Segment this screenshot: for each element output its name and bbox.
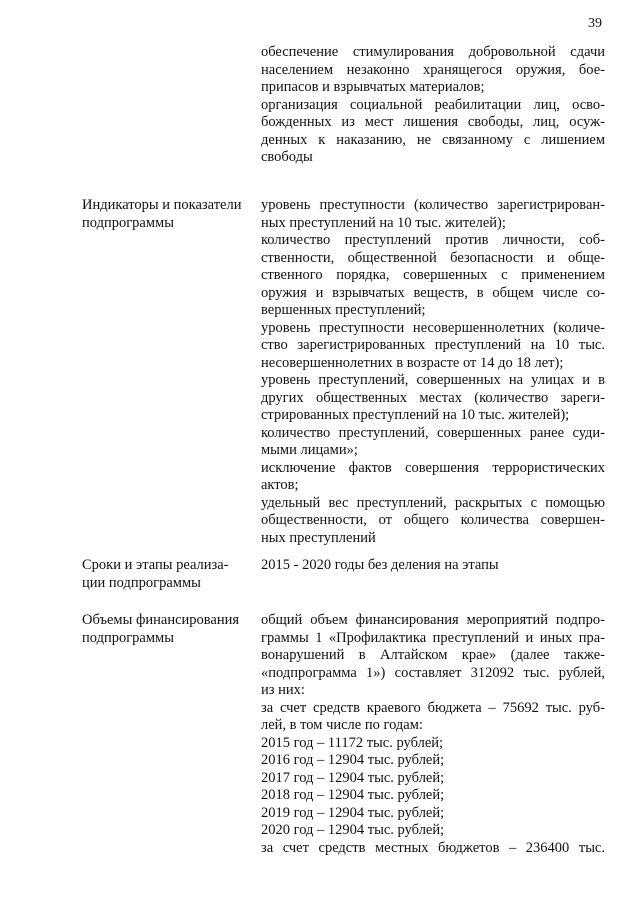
- text-line: припасов и взрывчатых материалов;: [261, 79, 485, 95]
- text-line: за счет средств местных бюджетов – 236400 тыс.: [261, 839, 605, 856]
- text-line: уровень преступлений, совершенных на улицах и в: [261, 372, 605, 388]
- continuation-text: [261, 44, 605, 167]
- text-line: лей, в том числе по годам:: [261, 717, 423, 733]
- text-line: ство зарегистрированных преступлений на 10 тыс.: [261, 337, 605, 353]
- text-line: оружия и взрывчатых веществ, в общем числе со-: [261, 284, 605, 301]
- text-line: ственного порядка, совершенных с применением: [261, 267, 605, 283]
- text-line: обеспечение стимулирования добровольной сдачи: [261, 44, 605, 60]
- text-line: ственности, общественной безопасности и обще-: [261, 249, 605, 266]
- text-line: населением незаконно хранящегося оружия, бое-: [261, 61, 605, 78]
- text-line: количество преступлений против личности, соб-: [261, 232, 605, 248]
- text-line: 2015 год – 11172 тыс. рублей;: [261, 734, 444, 751]
- text-line: 2019 год – 12904 тыс. рублей;: [261, 804, 445, 821]
- text-line: исключение фактов совершения террористических: [261, 459, 605, 476]
- text-line: организация социальной реабилитации лиц, осво-: [261, 96, 605, 113]
- text-line: граммы 1 «Профилактика преступлений и иных пра-: [261, 629, 605, 646]
- text-line: количество преступлений, совершенных ранее суди-: [261, 424, 605, 441]
- text-line: общий объем финансирования мероприятий подпро-: [261, 612, 605, 628]
- text-line: 2015 - 2020 годы без деления на этапы: [261, 557, 499, 573]
- text-line: денных к наказанию, не связанному с лишением: [261, 131, 605, 148]
- text-line: из них:: [261, 682, 305, 698]
- text-line: 2018 год – 12904 тыс. рублей;: [261, 787, 445, 803]
- terms-text: [261, 557, 605, 575]
- text-line: за счет средств краевого бюджета – 75692 тыс. руб-: [261, 699, 605, 716]
- text-line: ных преступлений на 10 тыс. жителей);: [261, 214, 506, 231]
- text-line: других общественных местах (количество зареги-: [261, 389, 605, 406]
- indicators-label: Индикаторы и показатели подпрограммы: [82, 197, 242, 231]
- text-line: вершенных преступлений;: [261, 302, 426, 318]
- text-line: уровень преступности несовершеннолетних (количе-: [261, 319, 605, 336]
- text-line: уровень преступности (количество зарегистрирован-: [261, 197, 605, 213]
- text-line: стрированных преступлений на 10 тыс. жителей);: [261, 407, 570, 423]
- text-line: общественности, от общего количества совершен-: [261, 512, 605, 528]
- funding-label: Объемы финансирования подпрограммы: [82, 612, 240, 646]
- text-line: 2020 год – 12904 тыс. рублей;: [261, 822, 445, 838]
- text-line: божденных из мест лишения свободы, лиц, осуж-: [261, 114, 605, 130]
- text-line: удельный вес преступлений, раскрытых с помощью: [261, 494, 605, 511]
- text-line: 2017 год – 12904 тыс. рублей;: [261, 769, 445, 786]
- page-number: 39: [588, 16, 602, 31]
- text-line: «подпрограмма 1») составляет 312092 тыс. рублей,: [261, 664, 605, 681]
- text-line: несовершеннолетних в возрасте от 14 до 18 лет);: [261, 354, 564, 371]
- text-line: актов;: [261, 477, 299, 493]
- text-line: свободы: [261, 149, 313, 165]
- terms-label: Сроки и этапы реализа- ции подпрограммы: [82, 557, 229, 591]
- text-line: 2016 год – 12904 тыс. рублей;: [261, 752, 445, 768]
- funding-text: [261, 612, 605, 857]
- text-line: ных преступлений: [261, 529, 376, 546]
- text-line: мыми лицами»;: [261, 442, 358, 458]
- text-line: вонарушений в Алтайском крае» (далее также-: [261, 647, 605, 663]
- indicators-text: [261, 197, 605, 547]
